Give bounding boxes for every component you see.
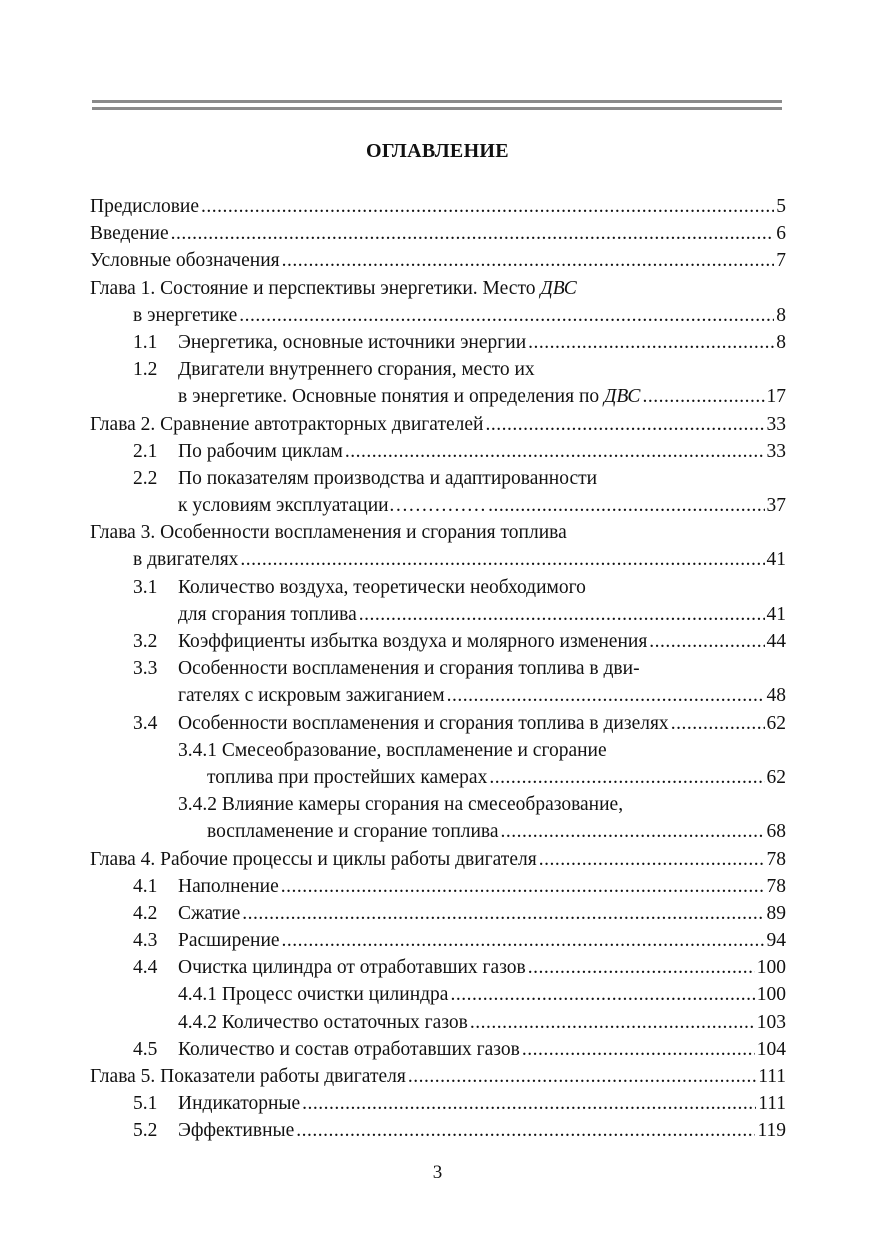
toc-leader-dots: [240, 546, 764, 573]
toc-entry-page: 41: [766, 549, 786, 571]
toc-entry-page: 41: [766, 603, 786, 625]
top-rule-lower: [92, 107, 782, 110]
toc-entry-title: Количество и состав отработавших газов: [178, 1038, 520, 1060]
toc-entry-continuation[interactable]: [90, 302, 786, 329]
toc-leader-dots: [522, 1036, 755, 1063]
toc-section[interactable]: [90, 710, 786, 737]
toc-entry-title: Глава 1. Состояние и перспективы энергетики. Место ДВС: [90, 277, 577, 299]
toc-entry-continuation[interactable]: [90, 383, 786, 410]
toc-section-number: 4.4: [133, 957, 158, 979]
toc-leader-dots: [345, 438, 765, 465]
toc-leader-dots: [470, 1009, 755, 1036]
toc-leader-dots: [359, 601, 765, 628]
toc-section-number: 5.1: [133, 1093, 158, 1115]
toc-section[interactable]: [90, 873, 786, 900]
abbr-dvs: ДВС: [540, 277, 577, 299]
toc-entry-continuation[interactable]: [90, 601, 786, 628]
toc-entry-page: 62: [766, 766, 786, 788]
toc-leader-dots: [489, 764, 764, 791]
toc-entry-title: Двигатели внутреннего сгорания, место их: [178, 359, 535, 381]
toc-entry-page: 8: [776, 331, 786, 353]
toc-section-number: 4.5: [133, 1038, 158, 1060]
toc-entry-continuation[interactable]: [90, 818, 786, 845]
toc-leader-dots: [242, 900, 764, 927]
toc-chapter-heading[interactable]: [90, 519, 786, 546]
toc-entry-title: Особенности воспламенения и сгорания топлива в дви-: [178, 658, 640, 680]
toc-entry-page: 33: [766, 413, 786, 435]
toc-entry-title: Энергетика, основные источники энергии: [178, 331, 527, 353]
toc-leader-dots: [539, 846, 765, 873]
toc-entry-title: в двигателях: [133, 549, 239, 571]
toc-section[interactable]: [90, 356, 786, 383]
toc-section[interactable]: [90, 900, 786, 927]
toc-entry-page: 5: [776, 196, 786, 217]
toc-entry[interactable]: [90, 247, 786, 274]
toc-entry-title: 3.4.2 Влияние камеры сгорания на смесеобразование,: [178, 794, 624, 816]
toc-entry-title: 4.4.1 Процесс очистки цилиндра: [178, 984, 449, 1006]
toc-entry-title: Введение: [90, 223, 169, 245]
toc-entry-page: 6: [776, 223, 786, 245]
toc-section[interactable]: [90, 329, 786, 356]
toc-entry-title: Очистка цилиндра от отработавших газов: [178, 957, 526, 979]
toc-leader-dots: [408, 1063, 756, 1090]
toc-section[interactable]: [90, 927, 786, 954]
toc-entry-title: Количество воздуха, теоретически необходимого: [178, 576, 586, 598]
toc-leader-dots: [528, 329, 774, 356]
toc-entry-page: 17: [766, 386, 786, 408]
table-of-contents: [90, 193, 786, 1145]
toc-leader-dots: [485, 411, 764, 438]
toc-leader-dots: [671, 710, 765, 737]
toc-entry-title: в энергетике. Основные понятия и определения по ДВС: [178, 386, 641, 408]
toc-entry-page: 48: [766, 685, 786, 707]
toc-entry-title: Расширение: [178, 930, 280, 952]
toc-section[interactable]: [90, 1090, 786, 1117]
toc-section-number: 4.2: [133, 902, 158, 924]
toc-entry-page: 111: [758, 1093, 786, 1115]
toc-entry-title: 4.4.2 Количество остаточных газов: [178, 1011, 468, 1033]
toc-entry-page: 104: [756, 1038, 786, 1060]
top-rule-upper: [92, 100, 782, 103]
toc-entry-title: воспламенение и сгорание топлива: [207, 821, 499, 843]
toc-entry-title: гателях с искровым зажиганием: [178, 685, 445, 707]
toc-section[interactable]: [90, 1036, 786, 1063]
toc-entry-continuation[interactable]: [90, 682, 786, 709]
toc-section-number: 3.3: [133, 658, 158, 680]
page-number: 3: [432, 1162, 443, 1183]
toc-section-number: 2.1: [133, 440, 158, 462]
toc-chapter-heading[interactable]: [90, 411, 786, 438]
toc-subsection[interactable]: [90, 1009, 786, 1036]
toc-section[interactable]: [90, 954, 786, 981]
toc-section[interactable]: [90, 628, 786, 655]
toc-section[interactable]: [90, 438, 786, 465]
toc-section[interactable]: [90, 465, 786, 492]
toc-entry-title: Коэффициенты избытка воздуха и молярного изменения: [178, 631, 648, 652]
toc-section-number: 5.2: [133, 1120, 158, 1142]
toc-entry-title: Особенности воспламенения и сгорания топлива в дизелях: [178, 712, 669, 734]
toc-entry-title: По показателям производства и адаптированности: [178, 467, 598, 489]
toc-entry-title: Условные обозначения: [90, 250, 280, 272]
toc-subsection[interactable]: [90, 791, 786, 818]
toc-entry-title: Глава 3. Особенности воспламенения и сгорания топлива: [90, 522, 567, 544]
toc-entry-page: 94: [766, 930, 786, 952]
toc-entry-title: для сгорания топлива: [178, 603, 357, 625]
toc-section-number: 1.2: [133, 359, 158, 381]
toc-entry-page: 100: [756, 984, 786, 1006]
toc-entry-page: 37: [766, 495, 786, 517]
toc-entry-page: 44: [766, 631, 786, 652]
toc-leader-dots: [281, 873, 765, 900]
toc-leader-dots: [450, 981, 754, 1008]
toc-leader-dots: [282, 247, 775, 274]
toc-section[interactable]: [90, 655, 786, 682]
toc-entry-title: Глава 4. Рабочие процессы и циклы работы двигателя: [90, 848, 537, 870]
toc-entry-title: Глава 5. Показатели работы двигателя: [90, 1066, 406, 1087]
toc-entry[interactable]: [90, 220, 786, 247]
toc-leader-dots: [282, 927, 765, 954]
toc-leader-dots: [488, 492, 764, 519]
toc-entry-title: Сжатие: [178, 902, 241, 924]
toc-entry-page: 33: [766, 440, 786, 462]
toc-entry-title: в энергетике: [133, 304, 238, 326]
toc-entry-continuation[interactable]: [90, 492, 786, 519]
toc-leader-dots: [296, 1117, 755, 1144]
toc-subsection[interactable]: [90, 737, 786, 764]
toc-leader-dots: [501, 818, 765, 845]
page-title: ОГЛАВЛЕНИЕ: [366, 140, 509, 162]
toc-leader-dots: [642, 383, 764, 410]
toc-entry-page: 7: [776, 250, 786, 272]
toc-entry-page: 62: [766, 712, 786, 734]
toc-entry[interactable]: [90, 193, 786, 220]
toc-entry-title: По рабочим циклам: [178, 440, 343, 462]
toc-section-number: 3.1: [133, 576, 158, 598]
toc-leader-dots: [447, 682, 765, 709]
toc-section[interactable]: [90, 574, 786, 601]
toc-entry-page: 103: [756, 1011, 786, 1033]
toc-leader-dots: [171, 220, 775, 247]
toc-entry-page: 119: [757, 1120, 786, 1142]
toc-entry-page: 111: [758, 1066, 786, 1087]
toc-entry-title: Наполнение: [178, 875, 279, 897]
toc-leader-dots: [302, 1090, 756, 1117]
toc-section-number: 3.4: [133, 712, 158, 734]
toc-entry-title: Индикаторные: [178, 1093, 301, 1115]
toc-leader-dots: [239, 302, 774, 329]
toc-entry-page: 100: [756, 957, 786, 979]
toc-entry-title: Предисловие: [90, 196, 200, 217]
toc-section-number: 3.2: [133, 631, 158, 652]
toc-chapter-heading[interactable]: [90, 1063, 786, 1090]
toc-leader-dots: [201, 193, 774, 220]
toc-entry-title: 3.4.1 Смесеобразование, воспламенение и сгорание: [178, 739, 607, 761]
toc-section-number: 1.1: [133, 331, 158, 353]
toc-chapter-heading[interactable]: [90, 275, 786, 302]
toc-section-number: 2.2: [133, 467, 158, 489]
toc-entry-page: 8: [776, 304, 786, 326]
toc-entry-title: топлива при простейших камерах: [207, 766, 488, 788]
toc-subsection[interactable]: [90, 981, 786, 1008]
toc-entry-page: 78: [766, 848, 786, 870]
toc-entry-title: к условиям эксплуатации……………: [178, 495, 487, 517]
toc-entry-continuation[interactable]: [90, 546, 786, 573]
toc-entry-continuation[interactable]: [90, 764, 786, 791]
toc-section-number: 4.3: [133, 930, 158, 952]
toc-entry-title: Глава 2. Сравнение автотракторных двигателей: [90, 413, 484, 435]
toc-entry-page: 68: [766, 821, 786, 843]
toc-leader-dots: [649, 628, 764, 655]
abbr-dvs: ДВС: [604, 386, 641, 408]
toc-entry-page: 89: [766, 902, 786, 924]
toc-section-number: 4.1: [133, 875, 158, 897]
toc-section[interactable]: [90, 1117, 786, 1144]
toc-entry-title: Эффективные: [178, 1120, 295, 1142]
toc-leader-dots: [528, 954, 755, 981]
toc-entry-page: 78: [766, 875, 786, 897]
toc-chapter-heading[interactable]: [90, 846, 786, 873]
